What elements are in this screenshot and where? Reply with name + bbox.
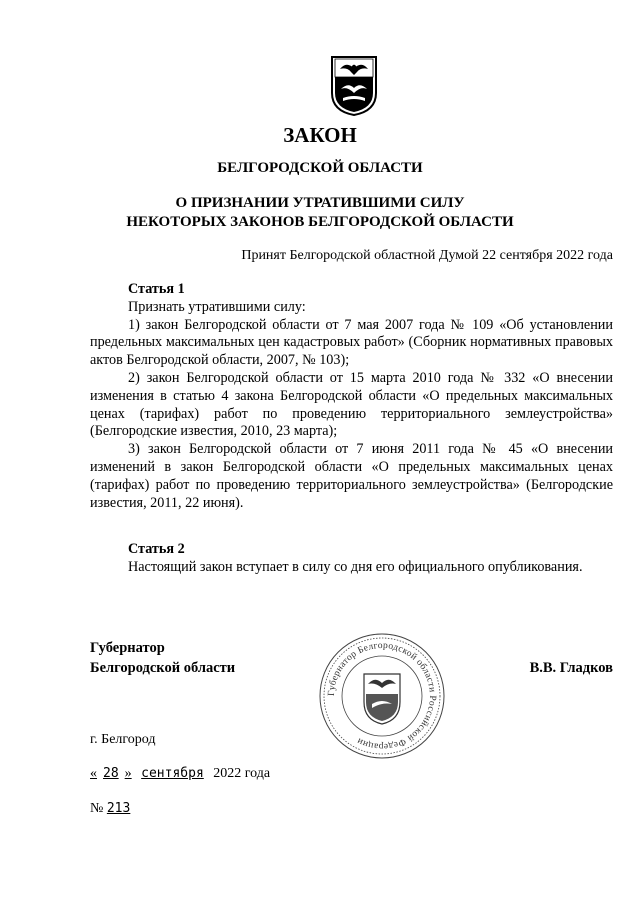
belgorod-coat-of-arms-icon	[330, 55, 378, 117]
coat-of-arms-emblem	[330, 55, 378, 117]
signatory-name: В.В. Гладков	[529, 660, 613, 676]
article-2-text: Настоящий закон вступает в силу со дня его официального опубликования.	[128, 558, 583, 575]
article-1-intro: Признать утратившими силу:	[128, 298, 306, 315]
subject-line-2: НЕКОТОРЫХ ЗАКОНОВ БЕЛГОРОДСКОЙ ОБЛАСТИ	[126, 214, 514, 230]
article-1-heading: Статья 1	[128, 281, 185, 297]
seal-ring-text: Губернатор Белгородской области Российской Федерации	[326, 640, 438, 752]
article-1	[90, 281, 613, 512]
article-1-item: 1) закон Белгородской области от 7 мая 2007 года № 109 «Об установлении предельных максимальных цен кадастровых работ» (Сборник нормативных правовых актов Белгородской области, 2007, № 103);	[90, 316, 613, 369]
document-title: ЗАКОН	[283, 123, 357, 147]
number-label: №	[90, 801, 104, 816]
date-month: сентября	[141, 766, 204, 781]
date-close-quote: »	[124, 766, 132, 781]
document-subject	[0, 194, 640, 232]
signatory-position	[90, 638, 235, 678]
article-1-item: 2) закон Белгородской области от 15 марта 2010 года № 332 «О внесении изменения в статью 4 закона Белгородской области «О предельных максимальных ценах (тарифах) работ по проведению территориального землеустройства» (Белгородские известия, 2010, 23 марта);	[90, 369, 613, 440]
signatory-position-line-1: Губернатор	[90, 640, 165, 656]
date-day: 28	[103, 766, 119, 781]
number-value: 213	[106, 801, 131, 816]
city: г. Белгород	[90, 732, 156, 747]
date-year: 2022 года	[213, 766, 271, 781]
signatory-position-line-2: Белгородской области	[90, 660, 236, 676]
article-2	[90, 541, 613, 577]
date-open-quote: «	[90, 766, 97, 781]
adoption-line: Принят Белгородской областной Думой 22 сентября 2022 года	[241, 248, 613, 263]
document-region: БЕЛГОРОДСКОЙ ОБЛАСТИ	[217, 160, 423, 176]
official-seal	[318, 632, 446, 760]
official-seal-icon	[318, 632, 446, 760]
article-1-item: 3) закон Белгородской области от 7 июня 2011 года № 45 «О внесении изменений в закон Белгородской области «О предельных максимальных ценах (тарифах) работ по проведению территориального землеустройства» (Белгородские известия, 2011, 22 июня).	[90, 441, 613, 511]
article-2-heading: Статья 2	[128, 541, 185, 557]
subject-line-1: О ПРИЗНАНИИ УТРАТИВШИМИ СИЛУ	[175, 195, 465, 211]
document-number	[90, 801, 171, 817]
signing-date	[90, 766, 270, 782]
